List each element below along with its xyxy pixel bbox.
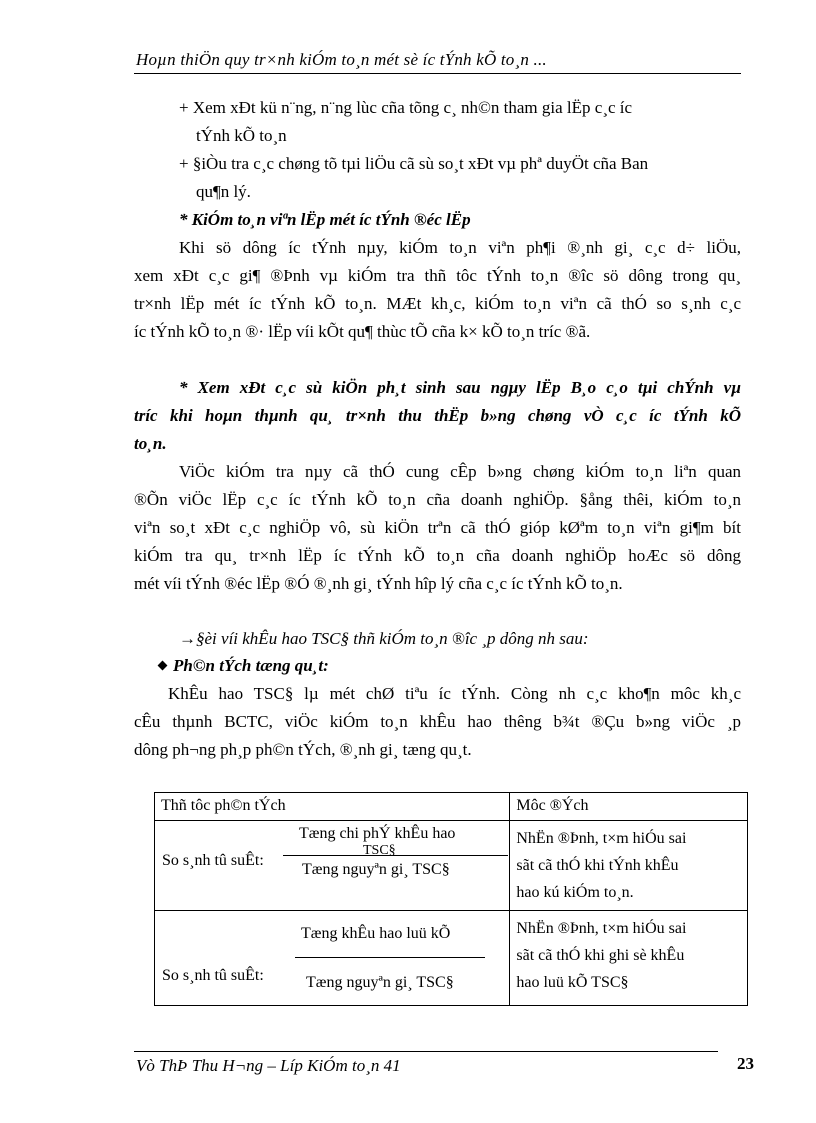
table-cell-purpose	[510, 821, 748, 911]
para1-line-4: íc tÝnh kÕ to¸n ®· lËp víi kÕt qu¶ thùc tÕ cña k× kÕ to¸n tríc ®ã.	[134, 322, 591, 341]
heading-overall-analysis	[159, 652, 329, 680]
ratio-denominator: Tæng nguyªn gi¸ TSC§	[306, 974, 454, 991]
heading-subsequent-events-line-2: tríc khi hoµn thµnh qu¸ tr×nh thu thËp b»ng chøng vÒ c¸c íc tÝnh kÕ	[134, 406, 741, 425]
purpose-line: sãt cã thÓ khi tÝnh khÊu	[516, 857, 679, 874]
ratio-numerator: Tæng chi phÝ khÊu hao	[299, 825, 456, 842]
ratio-denominator: Tæng nguyªn gi¸ TSC§	[302, 861, 450, 878]
table-cell-procedure	[155, 911, 510, 1006]
para1-line-2: xem xÐt c¸c gi¶ ®Þnh vµ kiÓm tra thñ tôc tÝnh to¸n ®îc sö dông trong qu¸	[134, 266, 741, 285]
table-header-procedure: Thñ tôc ph©n tÝch	[155, 793, 510, 821]
fraction-bar	[295, 957, 485, 958]
para2-line-1: ViÖc kiÓm tra nµy cã thÓ cung cÊp b»ng chøng kiÓm to¸n liªn quan	[179, 462, 741, 481]
table-header-row	[155, 793, 748, 821]
heading-independent-estimate: * KiÓm to¸n viªn lËp mét íc tÝnh ®éc lËp	[179, 210, 471, 229]
diamond-bullet-icon	[158, 661, 168, 671]
table-cell-purpose	[510, 911, 748, 1006]
purpose-line: hao luü kÕ TSC§	[516, 974, 629, 991]
footer-author: Vò ThÞ Thu H¬ng – Líp KiÓm to¸n 41	[136, 1056, 401, 1075]
heading-subsequent-events-line-1: * Xem xÐt c¸c sù kiÖn ph¸t sinh sau ngµy lËp B¸o c¸o tµi chÝnh vµ	[179, 378, 741, 397]
table-row	[155, 821, 748, 911]
para2-line-5: mét víi tÝnh ®éc lËp ®Ó ®¸nh gi¸ tÝnh hîp lý cña c¸c íc tÝnh kÕ to¸n.	[134, 574, 623, 593]
bullet-2-line-2: qu¶n lý.	[196, 182, 251, 201]
bullet-2-line-1: + §iÒu tra c¸c chøng tõ tµi liÖu cã sù so¸t xÐt vµ phª duyÖt cña Ban	[179, 154, 649, 173]
para2-line-4: kiÓm tra qu¸ tr×nh lËp íc tÝnh kÕ to¸n cña doanh nghiÖp hoÆc sö dông	[134, 546, 741, 565]
page-number: 23	[737, 1054, 754, 1073]
para2-line-2: ®Õn viÖc lËp c¸c íc tÝnh kÕ to¸n cña doanh nghiÖp. §ång thêi, kiÓm to¸n	[134, 490, 741, 509]
ratio-numerator: Tæng khÊu hao luü kÕ	[301, 925, 451, 942]
purpose-line: NhËn ®Þnh, t×m hiÓu sai	[516, 830, 687, 847]
para2-line-3: viªn so¸t xÐt c¸c nghiÖp vô, sù kiÖn trªn cã thÓ gióp kØªm to¸n viªn gi¶m bít	[134, 518, 741, 537]
ratio-label: So s¸nh tû suÊt:	[162, 967, 264, 984]
arrow-line: →§èi víi khÊu hao TSC§ thñ kiÓm to¸n ®îc ¸p dông nh sau:	[179, 629, 589, 648]
bullet-1-line-2: tÝnh kÕ to¸n	[196, 126, 287, 145]
running-header: Hoµn thiÖn quy tr×nh kiÓm to¸n mét sè íc tÝnh kÕ to¸n ...	[136, 50, 547, 69]
analysis-procedures-table	[154, 792, 748, 1006]
para3-line-2: cÊu thµnh BCTC, viÖc kiÓm to¸n khÊu hao thêng b¾t ®Çu b»ng viÖc ¸p	[134, 712, 741, 731]
heading-subsequent-events-line-3: to¸n.	[134, 434, 167, 453]
footer-rule	[134, 1051, 718, 1052]
para3-line-3: dông ph¬ng ph¸p ph©n tÝch, ®¸nh gi¸ tæng qu¸t.	[134, 740, 472, 759]
table-cell-procedure	[155, 821, 510, 911]
para3-line-1: KhÊu hao TSC§ lµ mét chØ tiªu íc tÝnh. Còng nh c¸c kho¶n môc kh¸c	[168, 684, 741, 703]
purpose-line: NhËn ®Þnh, t×m hiÓu sai	[516, 920, 687, 937]
purpose-line: sãt cã thÓ khi ghi sè khÊu	[516, 947, 685, 964]
heading-overall-analysis-text: Ph©n tÝch tæng qu¸t:	[173, 656, 329, 675]
fraction-bar	[283, 855, 508, 856]
header-rule	[134, 73, 741, 74]
para1-line-1: Khi sö dông íc tÝnh nµy, kiÓm to¸n viªn ph¶i ®¸nh gi¸ c¸c d÷ liÖu,	[179, 238, 741, 257]
bullet-1-line-1: + Xem xÐt kü n¨ng, n¨ng lùc cña tõng c¸ nh©n tham gia lËp c¸c íc	[179, 98, 633, 117]
ratio-numerator-overflow: TSC§	[363, 843, 396, 858]
table-header-purpose: Môc ®Ých	[510, 793, 748, 821]
ratio-label: So s¸nh tû suÊt:	[162, 852, 264, 869]
purpose-line: hao kú kiÓm to¸n.	[516, 884, 634, 901]
table-row	[155, 911, 748, 1006]
para1-line-3: tr×nh lËp mét íc tÝnh kÕ to¸n. MÆt kh¸c, kiÓm to¸n viªn cã thÓ so s¸nh c¸c	[134, 294, 741, 313]
